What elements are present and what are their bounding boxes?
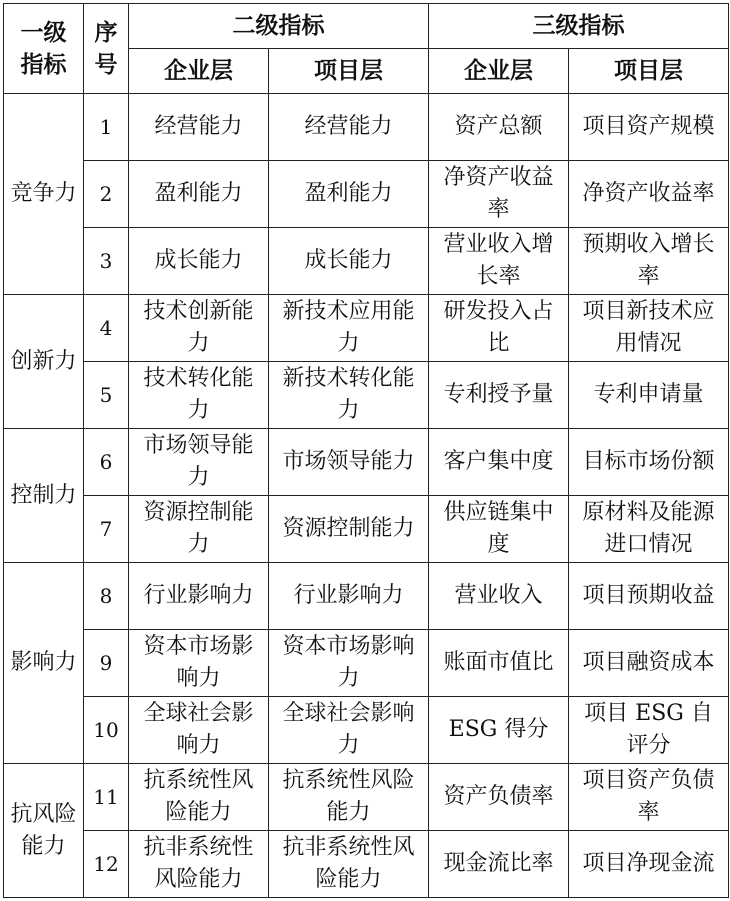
level2-project-cell: 抗非系统性风险能力 [269, 831, 429, 898]
level3-enterprise-cell: 供应链集中度 [429, 496, 569, 563]
seq-cell: 10 [84, 697, 129, 764]
level3-project-cell: 项目新技术应用情况 [569, 295, 729, 362]
seq-cell: 1 [84, 94, 129, 161]
level2-enterprise-cell: 市场领导能力 [129, 429, 269, 496]
indicator-table [3, 3, 729, 898]
level2-project-cell: 经营能力 [269, 94, 429, 161]
header-level2-project: 项目层 [269, 49, 429, 94]
seq-cell: 5 [84, 362, 129, 429]
level3-enterprise-cell: 营业收入增长率 [429, 228, 569, 295]
level2-enterprise-cell: 技术创新能力 [129, 295, 269, 362]
level2-enterprise-cell: 全球社会影响力 [129, 697, 269, 764]
seq-cell: 9 [84, 630, 129, 697]
level3-enterprise-cell: ESG 得分 [429, 697, 569, 764]
level2-project-cell: 行业影响力 [269, 563, 429, 630]
level3-project-cell: 净资产收益率 [569, 161, 729, 228]
header-level3: 三级指标 [429, 4, 729, 49]
table-row [4, 831, 729, 898]
seq-cell: 8 [84, 563, 129, 630]
level2-project-cell: 资源控制能力 [269, 496, 429, 563]
level3-enterprise-cell: 专利授予量 [429, 362, 569, 429]
level2-enterprise-cell: 抗非系统性风险能力 [129, 831, 269, 898]
table-row [4, 161, 729, 228]
level3-project-cell: 项目融资成本 [569, 630, 729, 697]
level1-indicator: 竞争力 [4, 94, 84, 295]
level2-project-cell: 资本市场影响力 [269, 630, 429, 697]
level2-enterprise-cell: 行业影响力 [129, 563, 269, 630]
level3-project-cell: 项目资产规模 [569, 94, 729, 161]
level2-project-cell: 成长能力 [269, 228, 429, 295]
header-level2-enterprise: 企业层 [129, 49, 269, 94]
level3-enterprise-cell: 现金流比率 [429, 831, 569, 898]
level2-enterprise-cell: 抗系统性风险能力 [129, 764, 269, 831]
seq-cell: 2 [84, 161, 129, 228]
seq-cell: 3 [84, 228, 129, 295]
level3-project-cell: 专利申请量 [569, 362, 729, 429]
table-row [4, 362, 729, 429]
seq-cell: 12 [84, 831, 129, 898]
level2-project-cell: 新技术应用能力 [269, 295, 429, 362]
level2-enterprise-cell: 盈利能力 [129, 161, 269, 228]
level3-enterprise-cell: 资产负债率 [429, 764, 569, 831]
level2-project-cell: 市场领导能力 [269, 429, 429, 496]
level2-project-cell: 全球社会影响力 [269, 697, 429, 764]
seq-cell: 11 [84, 764, 129, 831]
level2-enterprise-cell: 资源控制能力 [129, 496, 269, 563]
table-row [4, 697, 729, 764]
level3-enterprise-cell: 营业收入 [429, 563, 569, 630]
level2-enterprise-cell: 资本市场影响力 [129, 630, 269, 697]
level3-enterprise-cell: 资产总额 [429, 94, 569, 161]
table-row [4, 94, 729, 161]
level3-project-cell: 项目预期收益 [569, 563, 729, 630]
table-body [4, 94, 729, 898]
level2-project-cell: 抗系统性风险能力 [269, 764, 429, 831]
level1-indicator: 创新力 [4, 295, 84, 429]
level1-indicator: 控制力 [4, 429, 84, 563]
table-row [4, 496, 729, 563]
header-level1: 一级指标 [4, 4, 84, 94]
level3-enterprise-cell: 账面市值比 [429, 630, 569, 697]
level3-enterprise-cell: 研发投入占比 [429, 295, 569, 362]
seq-cell: 4 [84, 295, 129, 362]
header-row-1 [4, 4, 729, 49]
level2-enterprise-cell: 经营能力 [129, 94, 269, 161]
table-row [4, 563, 729, 630]
level3-project-cell: 原材料及能源进口情况 [569, 496, 729, 563]
table-row [4, 630, 729, 697]
level3-project-cell: 预期收入增长率 [569, 228, 729, 295]
level2-project-cell: 盈利能力 [269, 161, 429, 228]
level2-project-cell: 新技术转化能力 [269, 362, 429, 429]
header-seq: 序号 [84, 4, 129, 94]
level3-project-cell: 项目净现金流 [569, 831, 729, 898]
level2-enterprise-cell: 成长能力 [129, 228, 269, 295]
level3-project-cell: 项目资产负债率 [569, 764, 729, 831]
level3-project-cell: 目标市场份额 [569, 429, 729, 496]
header-level2: 二级指标 [129, 4, 429, 49]
header-level3-enterprise: 企业层 [429, 49, 569, 94]
level3-enterprise-cell: 净资产收益率 [429, 161, 569, 228]
table-row [4, 764, 729, 831]
level2-enterprise-cell: 技术转化能力 [129, 362, 269, 429]
table-row [4, 429, 729, 496]
seq-cell: 6 [84, 429, 129, 496]
table-row [4, 228, 729, 295]
header-level3-project: 项目层 [569, 49, 729, 94]
level1-indicator: 影响力 [4, 563, 84, 764]
level3-enterprise-cell: 客户集中度 [429, 429, 569, 496]
table-row [4, 295, 729, 362]
seq-cell: 7 [84, 496, 129, 563]
level1-indicator: 抗风险能力 [4, 764, 84, 898]
level3-project-cell: 项目 ESG 自评分 [569, 697, 729, 764]
